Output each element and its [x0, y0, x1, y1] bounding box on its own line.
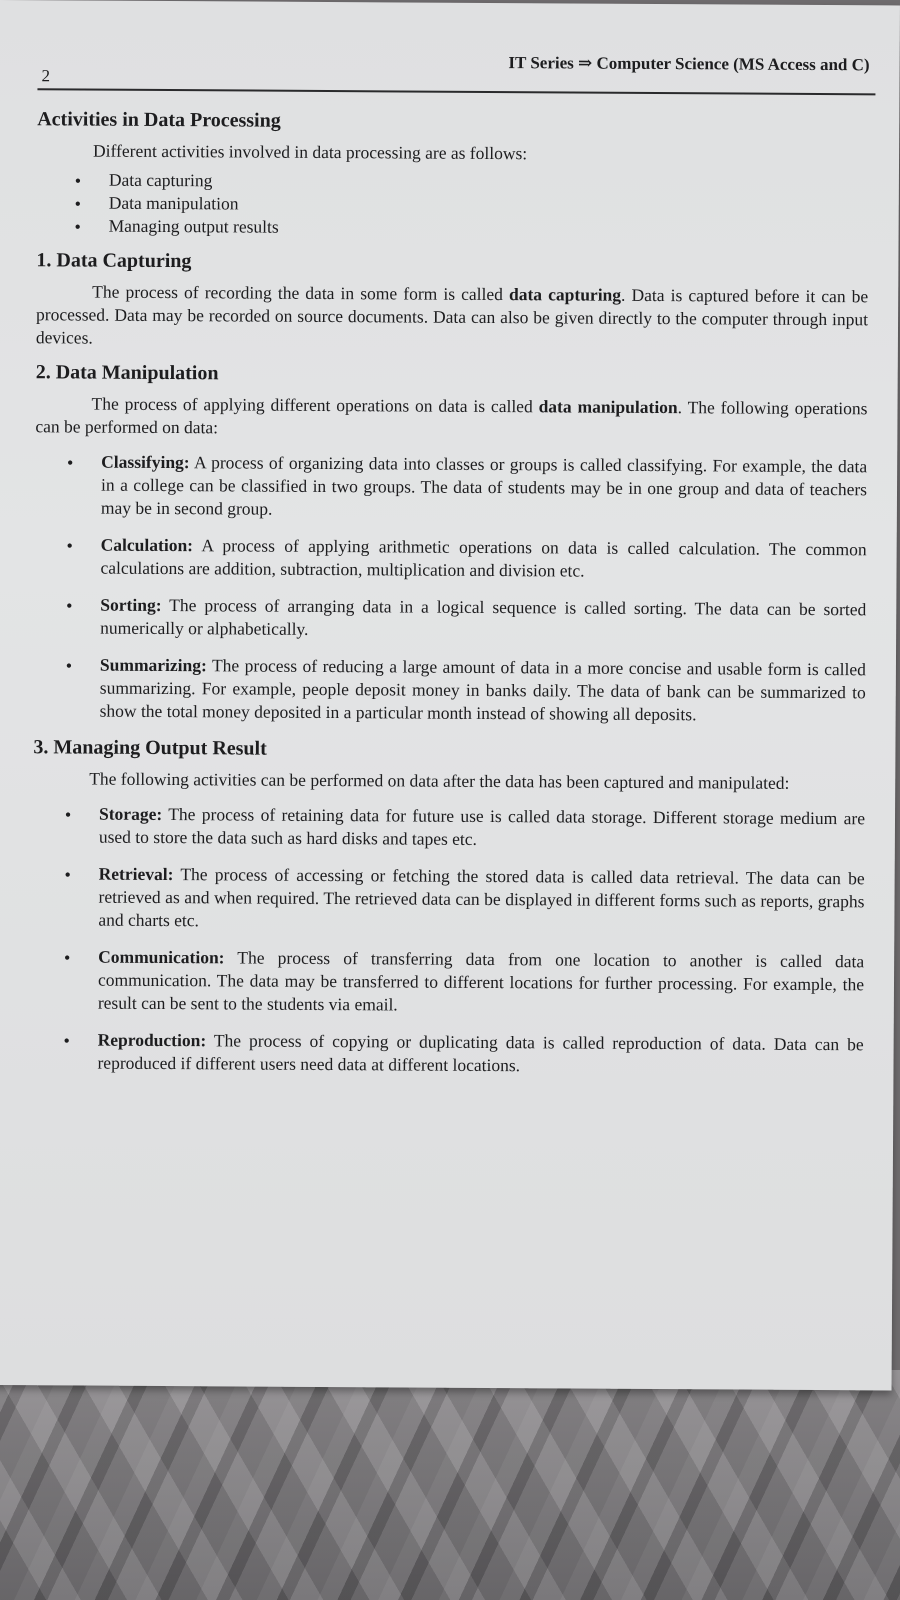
- item-term: Communication:: [98, 946, 225, 968]
- managing-output-intro: The following activities can be performed on data after the data has been captured and manipulated:: [89, 768, 790, 793]
- list-item: [33, 802, 865, 853]
- page-number: 2: [41, 66, 51, 86]
- list-item: [34, 533, 866, 584]
- data-manipulation-heading: 2. Data Manipulation: [35, 361, 219, 385]
- item-term: Summarizing:: [99, 654, 207, 676]
- item-text: The process of transferring data from one location to another is called data communication. The data may be transferred to different locations for further processing. For example, the result can be sent to the students via email.: [97, 947, 865, 1015]
- data-capturing-paragraph: [36, 280, 868, 354]
- list-item: [35, 450, 867, 524]
- page-content: [31, 108, 869, 1093]
- activities-heading: Activities in Data Processing: [37, 108, 281, 132]
- text-span: . The following operations can be performed on data:: [35, 397, 868, 438]
- item-text: The process of retaining data for future use is called data storage. Different storage medium are used to store the data such as hard disks and tapes etc.: [98, 804, 866, 849]
- item-term: Storage:: [98, 803, 163, 825]
- bold-term: data manipulation: [538, 396, 678, 418]
- item-term: Reproduction:: [97, 1029, 207, 1051]
- item-term: Calculation:: [100, 534, 194, 556]
- item-term: Sorting:: [100, 594, 162, 615]
- output-list: [31, 802, 865, 1079]
- managing-output-heading: 3. Managing Output Result: [33, 736, 267, 760]
- list-item: ● Data manipulation: [37, 191, 869, 219]
- data-manipulation-paragraph: [35, 392, 867, 443]
- item-text: The process of arranging data in a logical sequence is called sorting. The data can be sorted numerically or alphabetically.: [100, 594, 867, 639]
- item-term: Retrieval:: [98, 863, 174, 885]
- item-term: Classifying:: [101, 451, 190, 473]
- text-span: The process of applying different operations on data is called: [91, 393, 539, 417]
- data-capturing-heading: 1. Data Capturing: [36, 249, 192, 273]
- list-item: ● Managing output results: [37, 214, 869, 242]
- manipulation-list: [34, 450, 868, 727]
- bold-term: data capturing: [508, 284, 622, 305]
- activities-intro: Different activities involved in data processing are as follows:: [93, 140, 528, 164]
- list-item: [32, 862, 864, 936]
- list-item: ● Data capturing: [37, 168, 869, 196]
- item-text: The process of copying or duplicating data is called reproduction of data. Data can be reproduced if different users need data at different locations.: [97, 1030, 864, 1076]
- text-span: The process of recording the data in some form is called: [92, 281, 510, 305]
- running-title: IT Series ⇒ Computer Science (MS Access and C): [508, 53, 870, 75]
- item-text: A process of applying arithmetic operations on data is called calculation. The common calculations are addition, subtraction, multiplication and division etc.: [100, 535, 867, 581]
- marble-surface: [0, 1370, 900, 1600]
- item-text: The process of accessing or fetching the stored data is called data retrieval. The data can be retrieved as and when required. The retrieved data can be displayed in different forms such as reports, graphs and charts etc.: [98, 864, 865, 931]
- activities-list: [37, 168, 869, 242]
- list-item: [32, 945, 864, 1019]
- item-text: A process of organizing data into classes or groups is called classifying. For example, the data in a college can be classified in two groups. The data of students may be in one group and data of teachers may be in second group.: [100, 452, 868, 519]
- list-item: [34, 593, 866, 644]
- text-span: . Data is captured before it can be processed. Data may be recorded on source documents. Data can also be given directly to the computer through input devices.: [35, 284, 869, 348]
- item-text: The process of reducing a large amount of data in a more concise and usable form is called summarizing. For example, people deposit money in banks daily. The data of bank can be summarized to show the total money deposited in a particular month instead of showing all deposits.: [99, 655, 866, 725]
- list-item: [31, 1028, 863, 1079]
- list-item: [34, 653, 866, 727]
